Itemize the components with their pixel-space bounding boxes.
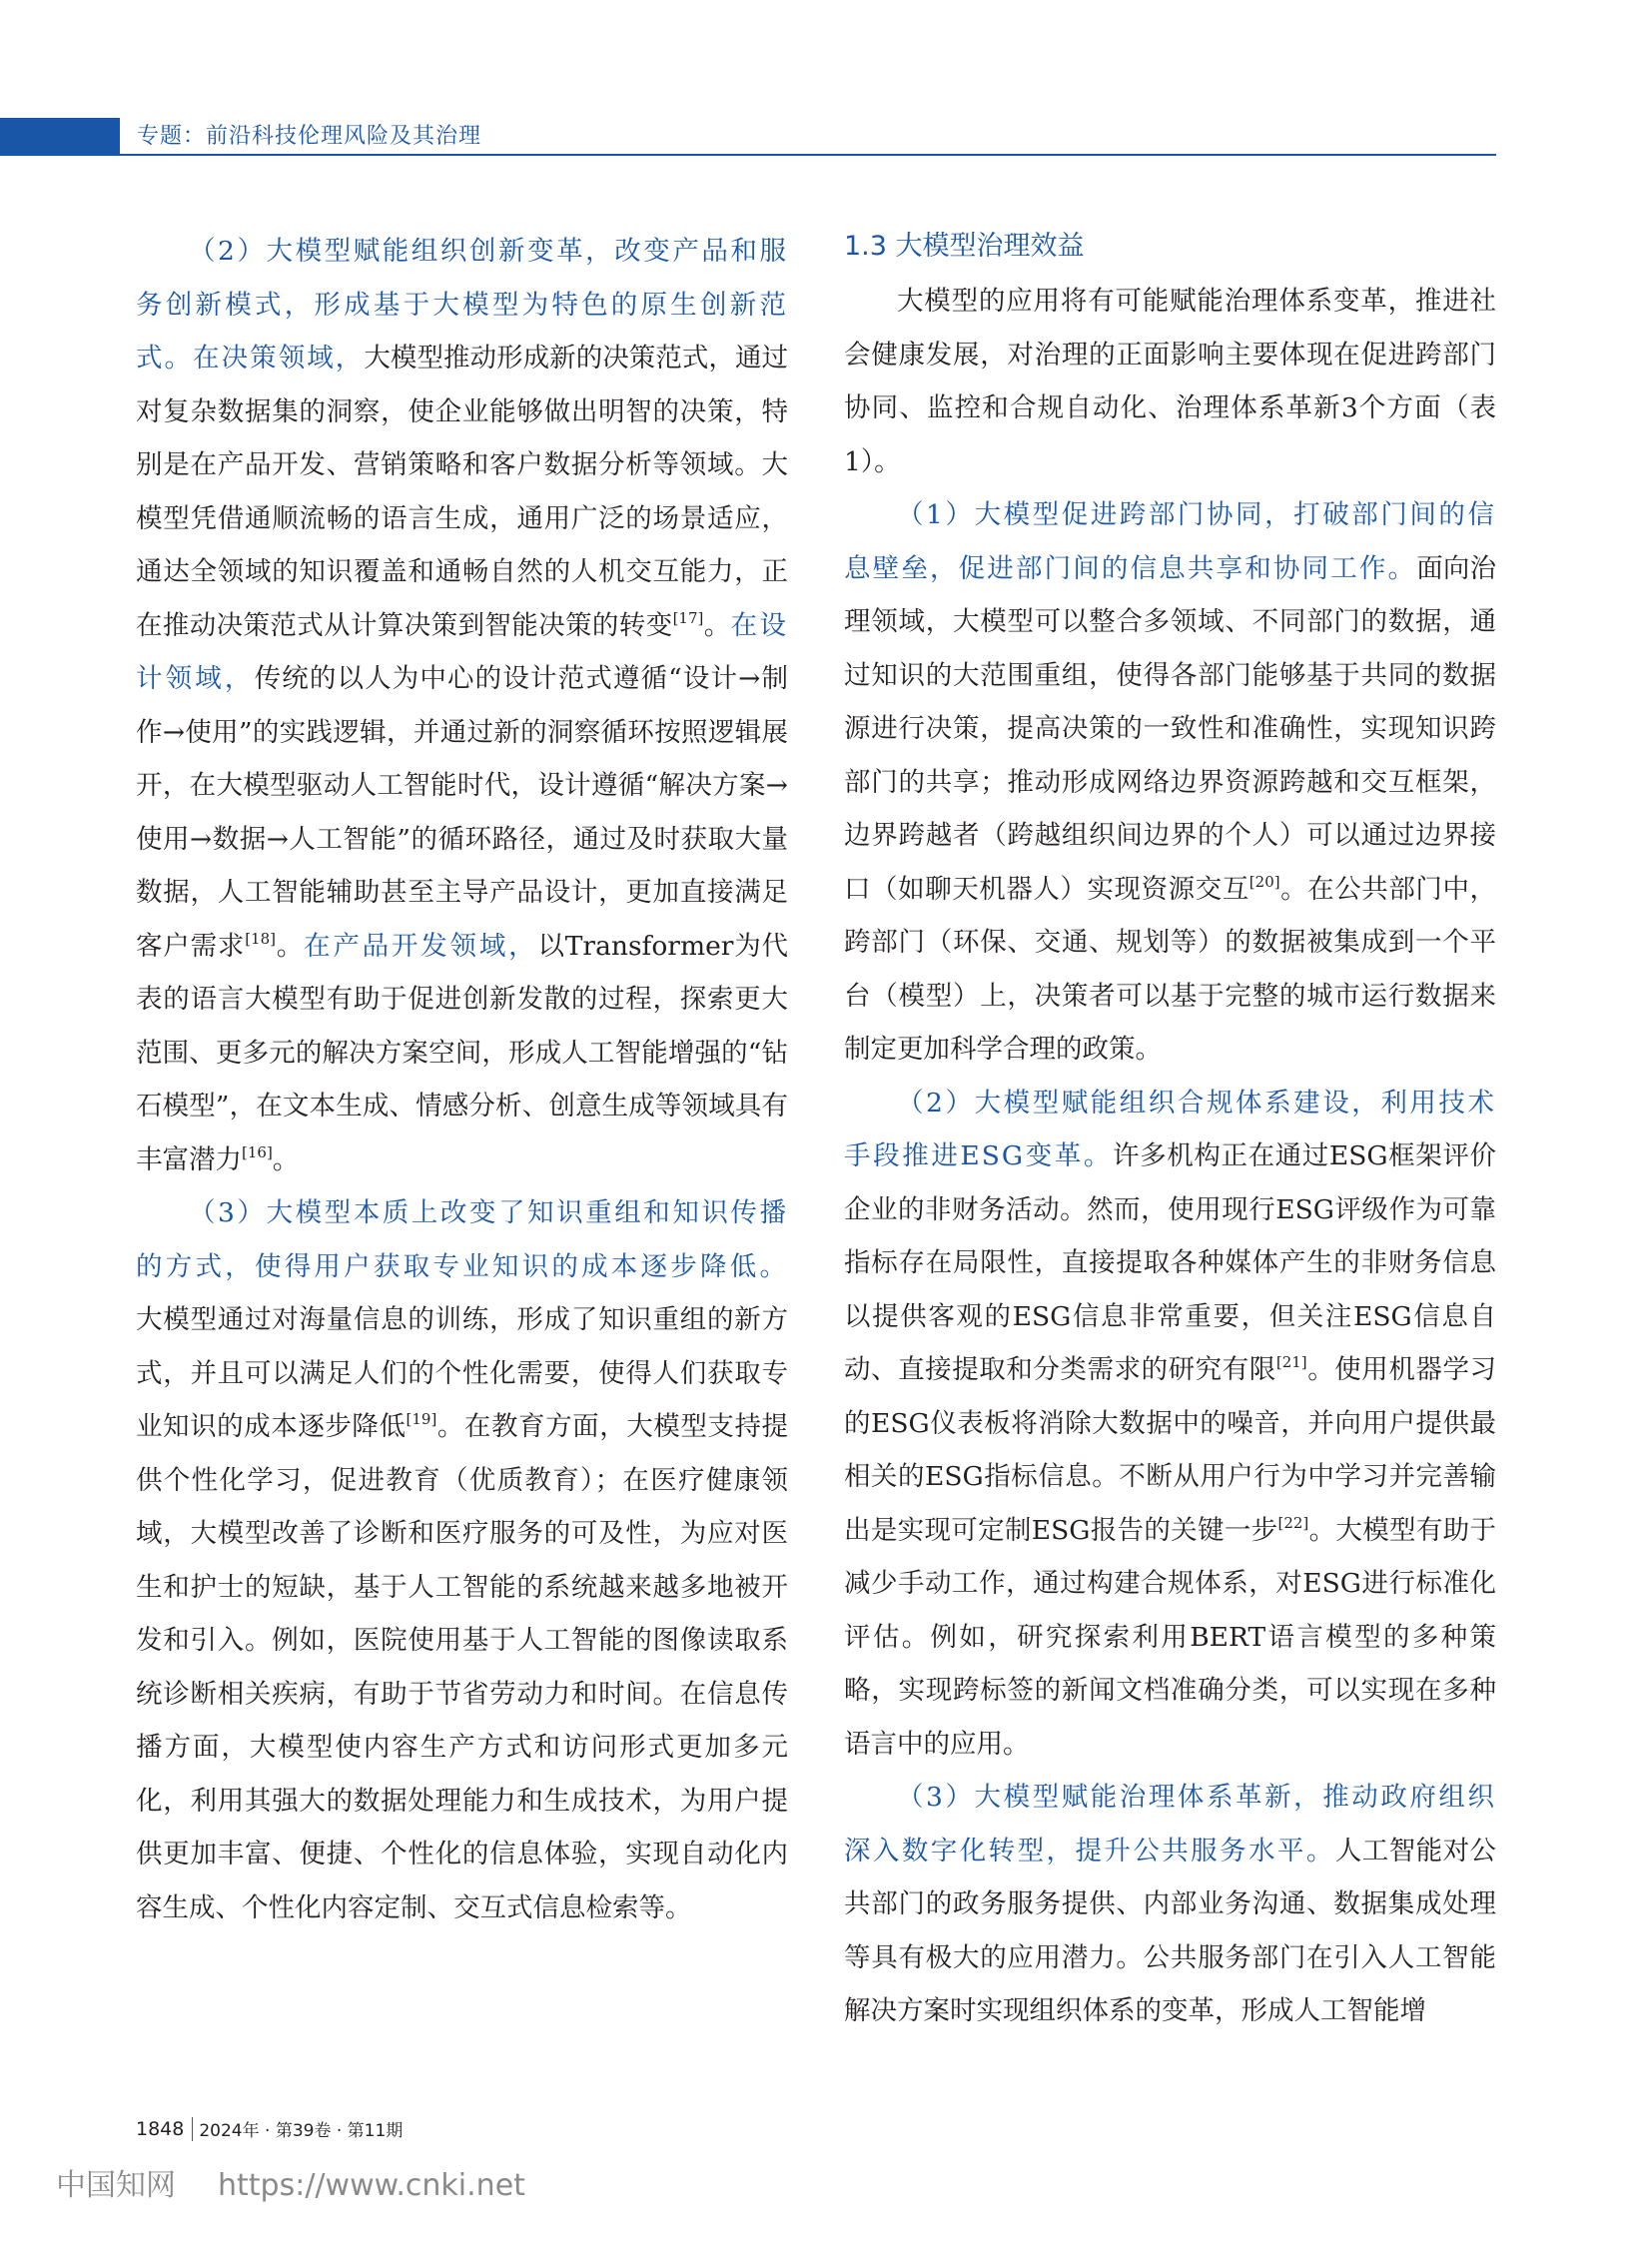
body-text: 以Transformer为代表的语言大模型有助于促进创新发散的过程，探索更大范围、更多元的解决方案空间，形成人工智能增强的“钻石模型”，在文本生成、情感分析、创意生成等领域具有丰富潜力	[136, 930, 789, 1175]
page-number: 1848	[136, 2117, 185, 2140]
citation-ref: [22]	[1277, 1513, 1309, 1532]
body-text: 。	[703, 609, 731, 641]
paragraph-governance	[844, 1771, 1496, 2038]
citation-ref: [17]	[672, 608, 704, 627]
citation-ref: [20]	[1248, 872, 1280, 891]
right-column	[844, 222, 1496, 2038]
paragraph-intro: 大模型的应用将有可能赋能治理体系变革，推进社会健康发展，对治理的正面影响主要体现在促进跨部门协同、监控和合规自动化、治理体系革新3个方面（表1）。	[844, 286, 1496, 477]
header-rule	[0, 154, 1496, 156]
running-header-title: 专题：前沿科技伦理风险及其治理	[137, 124, 482, 149]
paragraph-lead: （2）大模型赋能组织合规体系建设，利用技术手段推进ESG变革。	[844, 1087, 1496, 1171]
paragraph-innovation	[136, 225, 788, 1186]
watermark-name: 中国知网	[56, 2168, 176, 2203]
body-text: 。在教育方面，大模型支持提供个性化学习，促进教育（优质教育）；在医疗健康领域，大模型改善了诊断和医疗服务的可及性，为应对医生和护士的短缺，基于人工智能的系统越来越多地被开发和引入。例如，医院使用基于人工智能的图像读取系统诊断相关疾病，有助于节省劳动力和时间。在信息传播方面，大模型使内容生产方式和访问形式更加多元化，利用其强大的数据处理能力和生成技术，为用户提供更加丰富、便捷、个性化的信息体验，实现自动化内容生成、个性化内容定制、交互式信息检索等。	[136, 1411, 789, 1923]
body-text: 传统的以人为中心的设计范式遵循“设计→制作→使用”的实践逻辑，并通过新的洞察循环按照逻辑展开，在大模型驱动人工智能时代，设计遵循“解决方案→使用→数据→人工智能”的循环路径，通过及时获取大量数据，人工智能辅助甚至主导产品设计，更加直接满足客户需求	[136, 663, 788, 962]
section-heading: 1.3 大模型治理效益	[844, 231, 1085, 262]
citation-ref: [18]	[245, 929, 276, 948]
body-text: 人工智能对公共部门的政务服务提供、内部业务沟通、数据集成处理等具有极大的应用潜力。公共服务部门在引入人工智能解决方案时实现组织体系的变革，形成人工智能增	[844, 1835, 1497, 2026]
body-text: 许多机构正在通过ESG框架评价企业的非财务活动。然而，使用现行ESG评级作为可靠指标存在局限性，直接提取各种媒体产生的非财务信息以提供客观的ESG信息非常重要，但关注ESG信息自动、直接提取和分类需求的研究有限	[844, 1140, 1496, 1385]
body-text: 。在公共部门中，跨部门（环保、交通、规划等）的数据被集成到一个平台（模型）上，决策者可以基于完整的城市运行数据来制定更加科学合理的政策。	[844, 873, 1497, 1065]
citation-ref: [16]	[242, 1142, 273, 1161]
header-accent-bar	[0, 118, 120, 154]
body-text: 。大模型有助于减少手动工作，通过构建合规体系，对ESG进行标准化评估。例如，研究探索利用BERT语言模型的多种策略，实现跨标签的新闻文档准确分类，可以实现在多种语言中的应用。	[844, 1514, 1497, 1760]
citation-ref: [21]	[1275, 1353, 1307, 1371]
body-text: 面向治理领域，大模型可以整合多领域、不同部门的数据，通过知识的大范围重组，使得各部门能够基于共同的数据源进行决策，提高决策的一致性和准确性，实现知识跨部门的共享；推动形成网络边界资源跨越和交互框架，边界跨越者（跨越组织间边界的个人）可以通过边界接口（如聊天机器人）实现资源交互	[844, 552, 1497, 905]
subheading-product: 在产品开发领域，	[304, 930, 538, 962]
body-text: 大模型推动形成新的决策范式，通过对复杂数据集的洞察，使企业能够做出明智的决策，特别是在产品开发、营销策略和客户数据分析等领域。大模型凭借通顺流畅的语言生成，通用广泛的场景适应，通达全领域的知识覆盖和通畅自然的人机交互能力，正在推动决策范式从计算决策到智能决策的转变	[136, 343, 789, 641]
footer-divider	[192, 2117, 193, 2141]
issue-info: 2024年 · 第39卷 · 第11期	[199, 2121, 404, 2141]
body-text: 。	[272, 1143, 300, 1175]
watermark	[56, 2160, 525, 2204]
paragraph-knowledge	[136, 1186, 788, 1934]
paragraph-lead: （3）大模型赋能治理体系革新，推动政府组织深入数字化转型，提升公共服务水平。	[844, 1782, 1496, 1867]
paragraph-lead: （3）大模型本质上改变了知识重组和知识传播的方式，使得用户获取专业知识的成本逐步降低。	[136, 1197, 788, 1282]
paragraph-lead: （2）大模型赋能组织创新变革，改变产品和服务创新模式，形成基于大模型为特色的原生创新范式。	[136, 236, 788, 374]
subheading-design: 在设计领域，	[136, 609, 789, 694]
paragraph-compliance	[844, 1077, 1496, 1772]
paragraph-lead: （1）大模型促进跨部门协同，打破部门间的信息壁垒，促进部门间的信息共享和协同工作。	[844, 499, 1496, 584]
body-text: 大模型通过对海量信息的训练，形成了知识重组的新方式，并且可以满足人们的个性化需要，使得人们获取专业知识的成本逐步降低	[136, 1304, 788, 1442]
body-text: 。使用机器学习的ESG仪表板将消除大数据中的噪音，并向用户提供最相关的ESG指标信息。不断从用户行为中学习并完善输出是实现可定制ESG报告的关键一步	[844, 1354, 1497, 1546]
subheading-decision: 在决策领域，	[193, 343, 365, 374]
citation-ref: [19]	[406, 1410, 437, 1428]
left-column	[136, 225, 788, 1934]
watermark-url: https://www.cnki.net	[218, 2168, 525, 2203]
paragraph-collaboration	[844, 488, 1496, 1077]
body-text: 。	[275, 930, 305, 962]
page-footer	[136, 2116, 403, 2141]
